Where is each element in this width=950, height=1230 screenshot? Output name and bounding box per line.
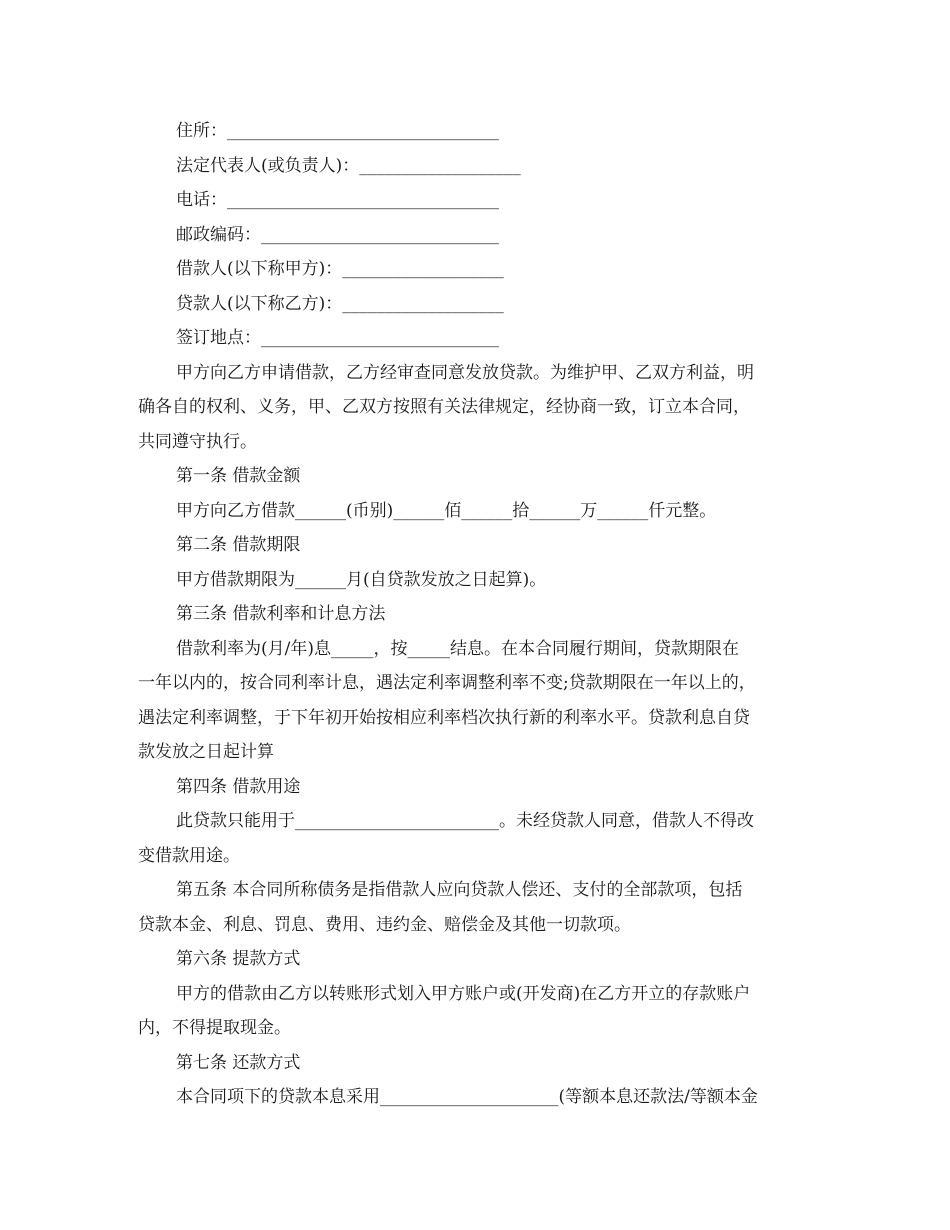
field-legal-representative: 法定代表人(或负责人)：___________________ [176, 155, 521, 176]
article-6-line: 内，不得提取现金。 [138, 1018, 291, 1038]
article-6-line: 甲方的借款由乙方以转账形式划入甲方账户或(开发商)在乙方开立的存款账户 [176, 983, 751, 1004]
article-3-line: 一年以内的，按合同利率计息，遇法定利率调整利率不变;贷款期限在一年以上的， [138, 673, 756, 693]
article-1-line: 甲方向乙方借款______(币别)______佰______拾______万______仟元整。 [176, 500, 717, 521]
article-3-title: 第三条 借款利率和计息方法 [176, 604, 386, 624]
article-4-line: 变借款用途。 [138, 845, 240, 866]
preamble-line: 共同遵守执行。 [138, 431, 257, 452]
article-2-line: 甲方借款期限为______月(自贷款发放之日起算)。 [176, 569, 547, 590]
field-postal-code: 邮政编码：____________________________ [176, 224, 499, 245]
field-borrower: 借款人(以下称甲方)：___________________ [176, 259, 504, 279]
article-3-line: 款发放之日起计算 [138, 742, 274, 762]
article-4-line: 此贷款只能用于________________________。未经贷款人同意，借款人不得改 [176, 811, 754, 831]
article-5-line: 第五条 本合同所称债务是指借款人应向贷款人偿还、支付的全部款项，包括 [176, 880, 743, 900]
article-2-title: 第二条 借款期限 [176, 535, 301, 555]
article-3-line: 遇法定利率调整，于下年初开始按相应利率档次执行新的利率水平。贷款利息自贷 [138, 707, 750, 728]
preamble-paragraph [138, 356, 828, 460]
field-lender: 贷款人(以下称乙方)：___________________ [176, 293, 504, 314]
preamble-line: 甲方向乙方申请借款，乙方经审查同意发放贷款。为维护甲、乙双方利益，明 [176, 362, 754, 383]
field-signing-place: 签订地点：____________________________ [176, 328, 499, 348]
article-1-title: 第一条 借款金额 [176, 466, 301, 486]
preamble-line: 确各自的权利、义务，甲、乙双方按照有关法律规定，经协商一致，订立本合同， [138, 397, 750, 417]
party-info-fields [138, 114, 828, 356]
article-3-line: 借款利率为(月/年)息_____，按_____结息。在本合同履行期间，贷款期限在 [176, 638, 739, 659]
article-6-title: 第六条 提款方式 [176, 949, 301, 969]
article-5-line: 贷款本金、利息、罚息、费用、违约金、赔偿金及其他一切款项。 [138, 914, 631, 935]
article-7-title: 第七条 还款方式 [176, 1052, 301, 1073]
article-7-line: 本合同项下的贷款本息采用_____________________(等额本息还款法/等额本金 [176, 1087, 758, 1107]
field-address: 住所：________________________________ [176, 121, 499, 141]
article-4-title: 第四条 借款用途 [176, 776, 301, 797]
field-phone: 电话：________________________________ [176, 190, 499, 210]
contract-body [138, 114, 828, 1115]
